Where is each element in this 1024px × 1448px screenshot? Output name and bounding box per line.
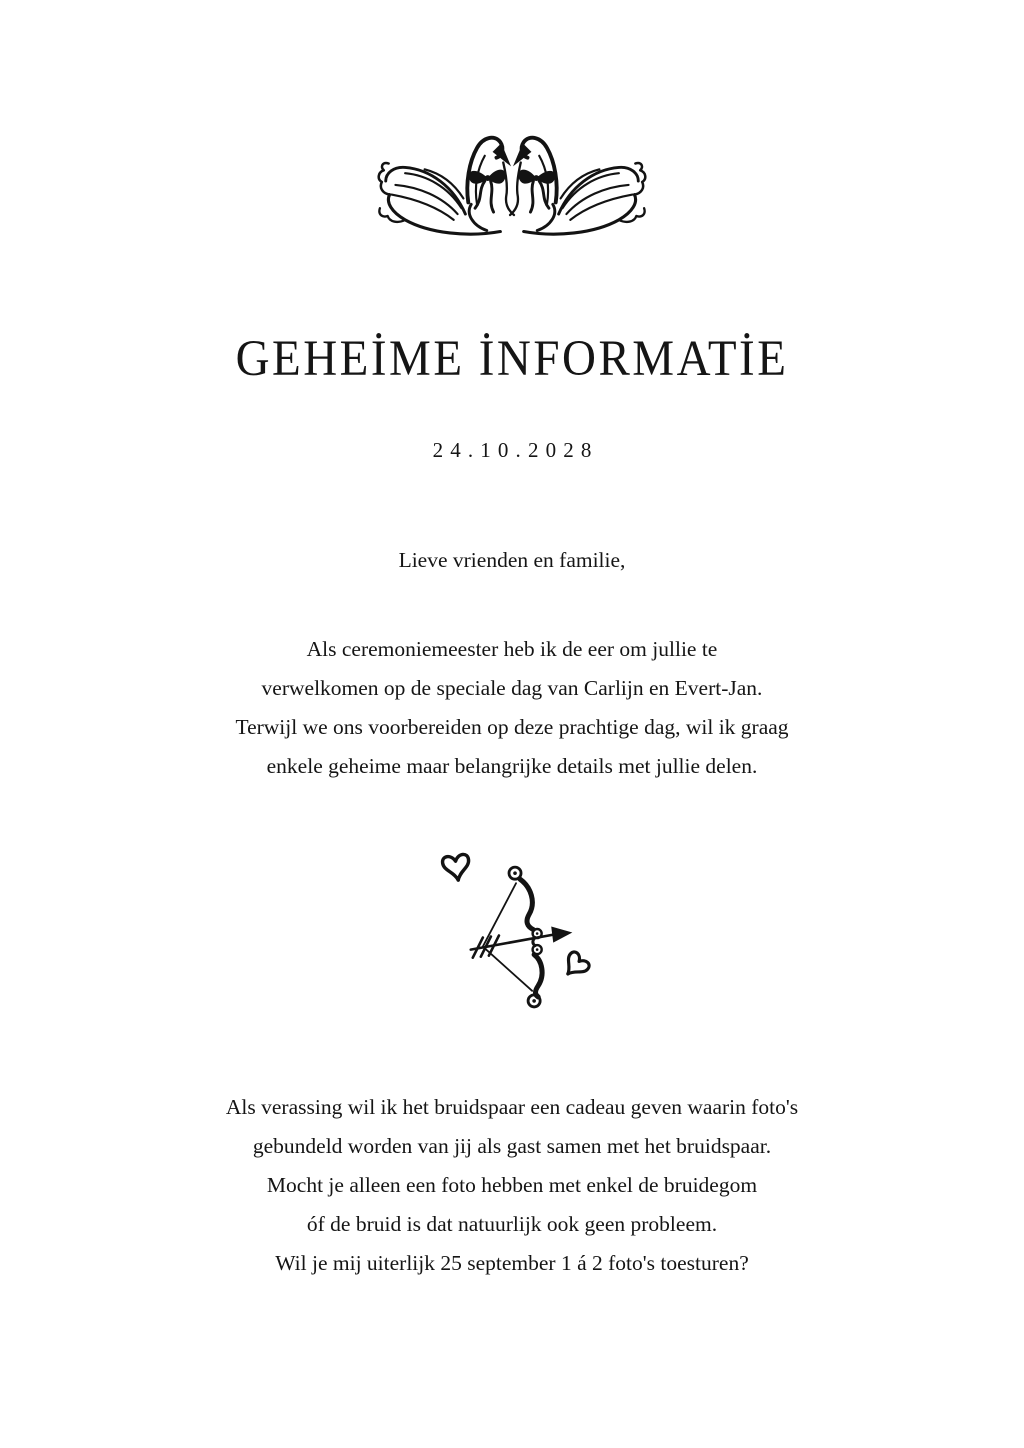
intro-paragraph (235, 630, 788, 786)
text-line: óf de bruid is dat natuurlijk ook geen probleem. (306, 1212, 718, 1237)
heart-icon (559, 950, 591, 982)
page-title: GEHEİME İNFORMATİE (235, 330, 789, 388)
swans-icon (376, 122, 648, 240)
greeting-text: Lieve vrienden en familie, (398, 548, 626, 573)
text-line: Terwijl we ons voorbereiden op deze prachtige dag, wil ik graag (235, 715, 789, 740)
text-line: enkele geheime maar belangrijke details met jullie delen. (266, 754, 758, 779)
text-line: Als ceremoniemeester heb ik de eer om jullie te (306, 637, 718, 662)
text-line: Mocht je alleen een foto hebben met enkel de bruidegom (266, 1173, 758, 1198)
text-line: Als verassing wil ik het bruidspaar een cadeau geven waarin foto's (225, 1095, 799, 1120)
text-line: verwelkomen op de speciale dag van Carlijn en Evert-Jan. (261, 676, 763, 701)
event-date: 24.10.2028 (432, 438, 599, 463)
gift-paragraph (226, 1088, 798, 1283)
heart-icon (442, 854, 471, 882)
text-line: gebundeld worden van jij als gast samen met het bruidspaar. (252, 1134, 772, 1159)
text-line: Wil je mij uiterlijk 25 september 1 á 2 foto's toesturen? (275, 1251, 749, 1276)
cupid-bow-arrow-icon (426, 842, 598, 1018)
